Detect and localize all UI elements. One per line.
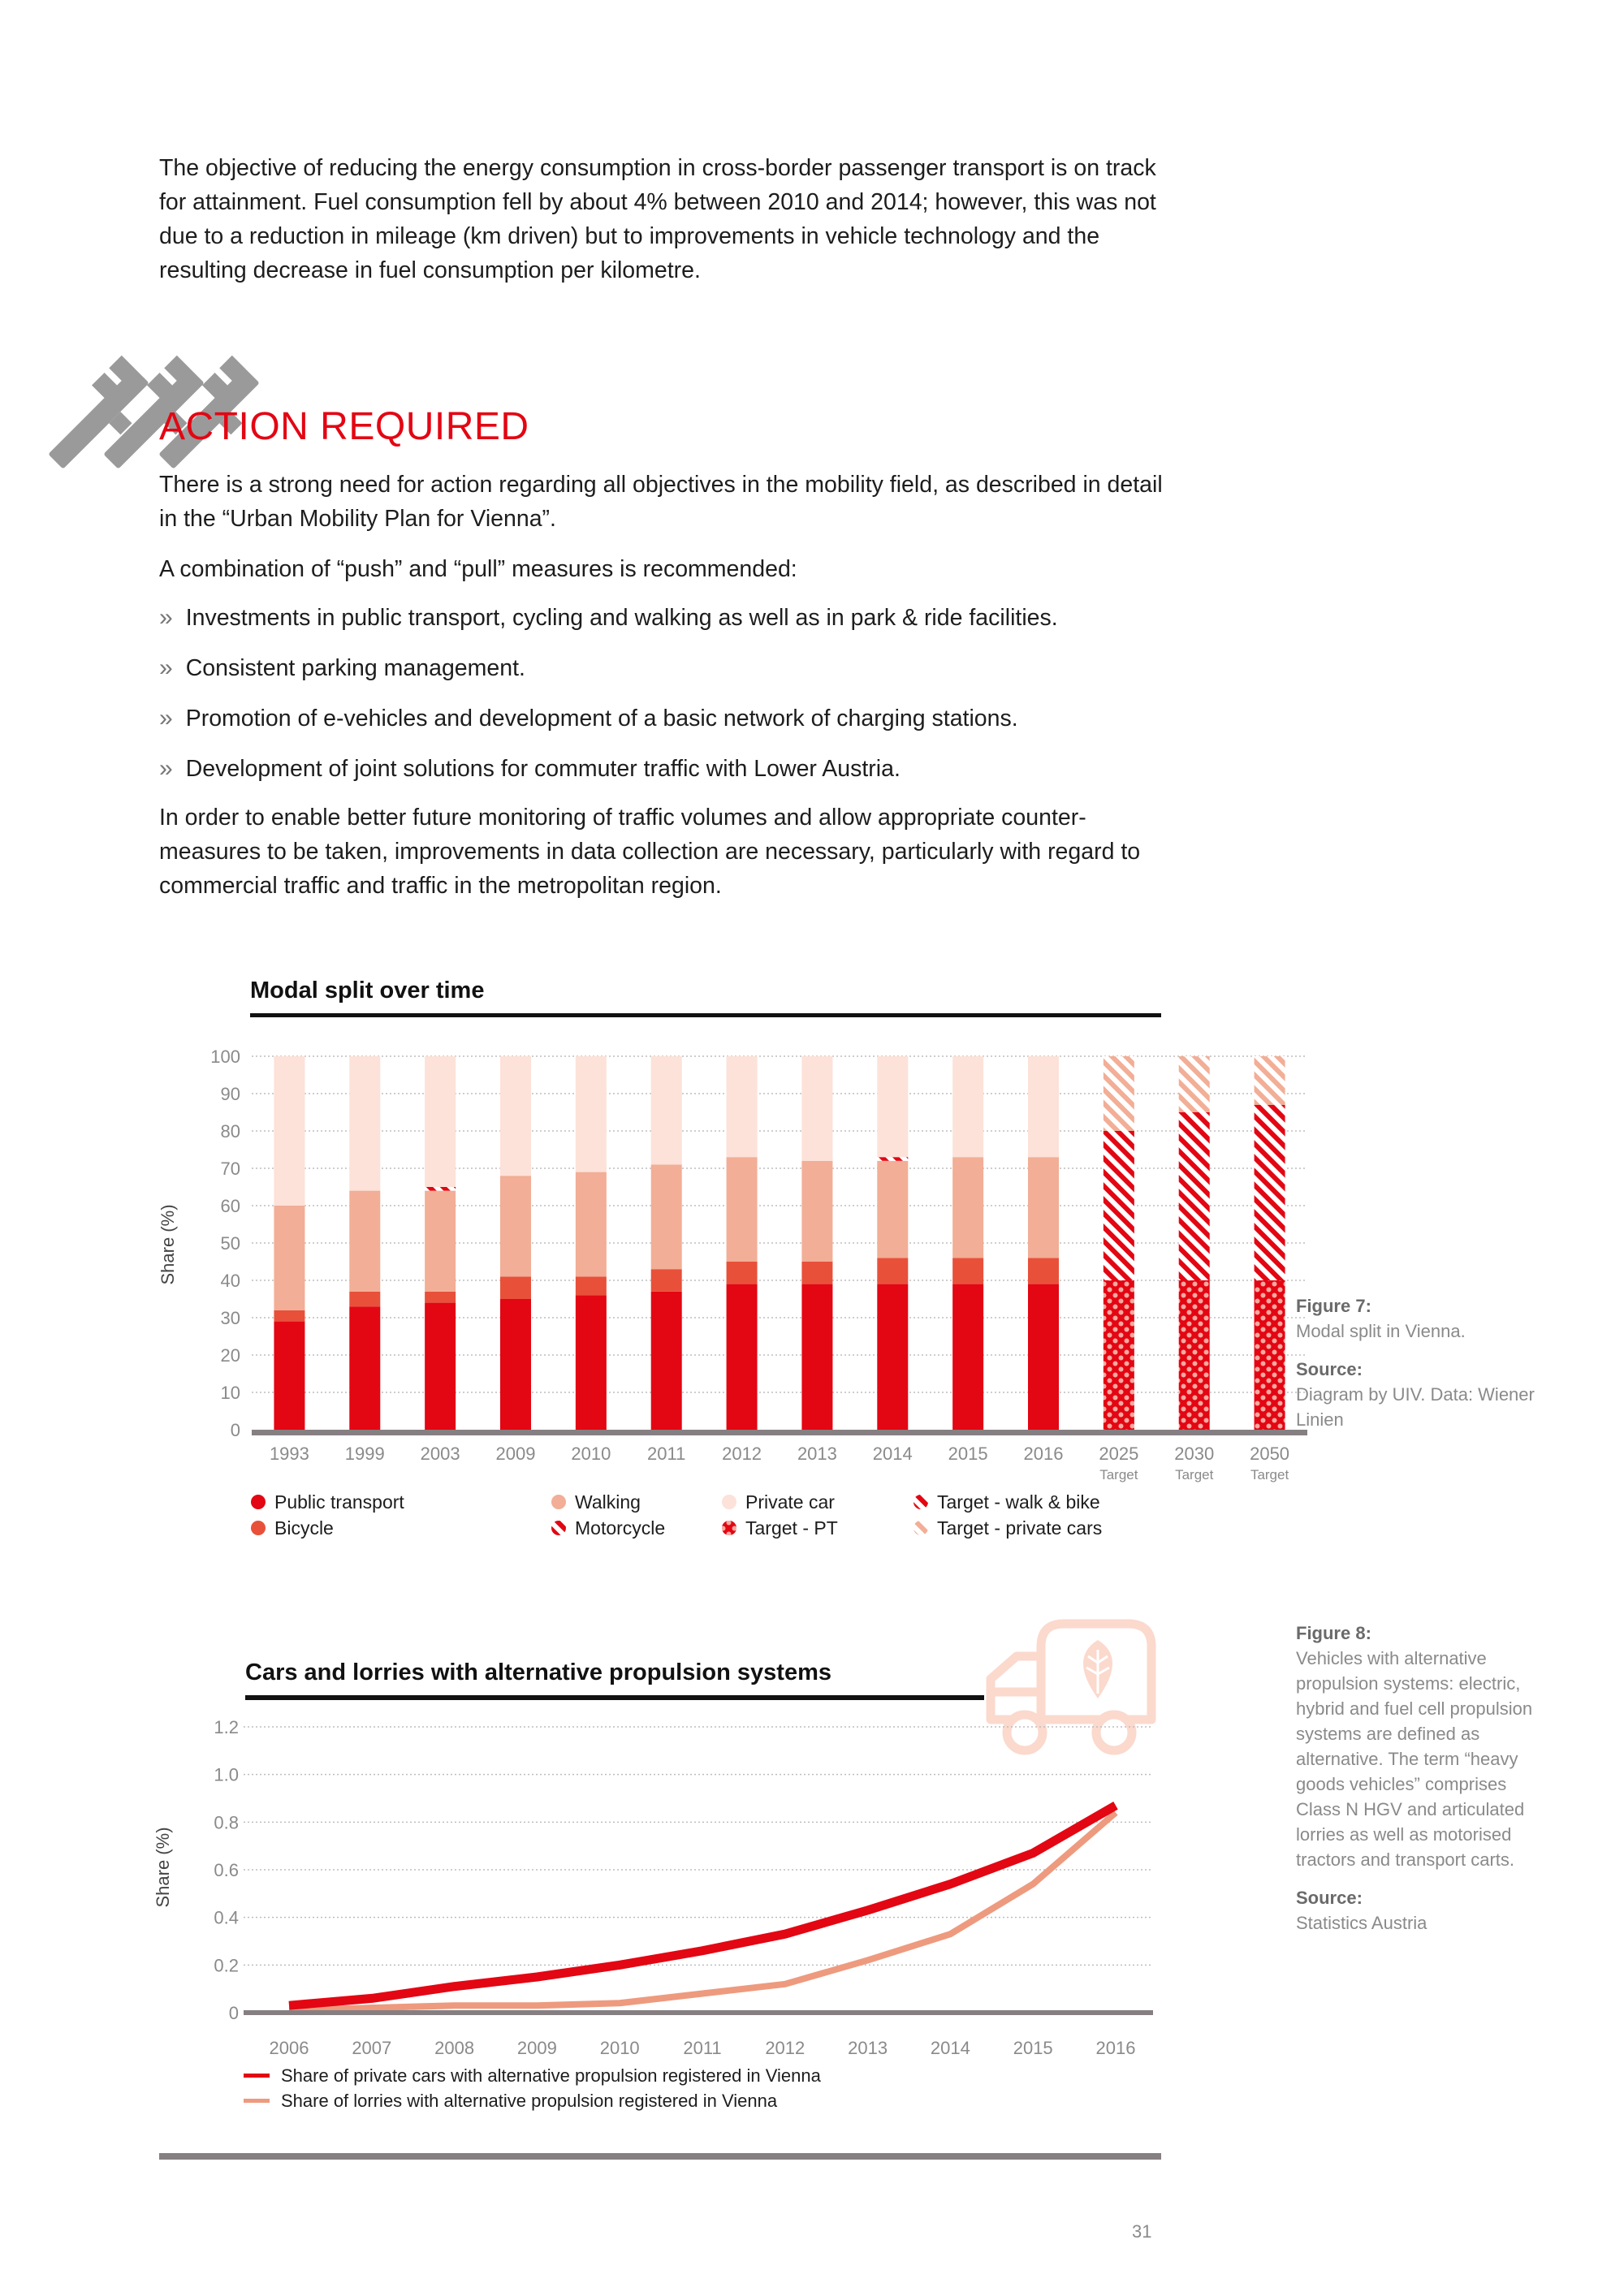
x-tick-label: 2016 — [1023, 1444, 1064, 1464]
bar-segment-public-transport — [425, 1303, 456, 1430]
action-bullet — [159, 651, 525, 685]
figure-7-caption — [1296, 1293, 1540, 1432]
y-tick-label: 50 — [220, 1233, 240, 1254]
y-tick-label: 0 — [228, 2003, 239, 2023]
y-axis-label: Share (%) — [158, 1204, 178, 1285]
y-tick-label: 80 — [220, 1121, 240, 1142]
x-tick-label: 2014 — [872, 1444, 913, 1464]
y-axis-label: Share (%) — [153, 1827, 173, 1908]
bar-segment-public-transport — [801, 1284, 832, 1430]
bar-segment-target-pt — [1255, 1280, 1285, 1430]
x-tick-label: 2006 — [269, 2038, 309, 2058]
bar-segment-bicycle — [349, 1292, 380, 1306]
legend-label: Public transport — [274, 1491, 404, 1513]
y-tick-label: 70 — [220, 1159, 240, 1179]
legend-swatch — [251, 1495, 266, 1509]
legend-label: Target - PT — [745, 1517, 838, 1539]
bar-segment-motorcycle — [877, 1157, 908, 1161]
y-tick-label: 1.2 — [214, 1717, 239, 1737]
bar-segment-target-pt — [1104, 1280, 1134, 1430]
bar-segment-bicycle — [651, 1269, 682, 1292]
bar-segment-walking — [500, 1176, 531, 1276]
x-tick-label: 2009 — [495, 1444, 536, 1464]
x-tick-label: 2014 — [930, 2038, 970, 2058]
legend-label: Walking — [575, 1491, 641, 1513]
x-axis — [252, 1430, 1307, 1435]
bar-segment-bicycle — [1028, 1258, 1059, 1284]
bar-segment-motorcycle — [425, 1187, 456, 1191]
alt-propulsion-chart-title: Cars and lorries with alternative propulsion systems — [245, 1659, 831, 1685]
modal-split-chart-title: Modal split over time — [250, 978, 485, 1003]
y-tick-label: 0.6 — [214, 1860, 239, 1880]
legend-label: Share of lorries with alternative propulsion registered in Vienna — [281, 2091, 778, 2111]
x-tick-label: 2013 — [848, 2038, 888, 2058]
source-text: Statistics Austria — [1296, 1913, 1427, 1933]
x-tick-label: 2012 — [722, 1444, 762, 1464]
legend-swatch — [551, 1495, 566, 1509]
bar-segment-public-transport — [952, 1284, 983, 1430]
x-tick-label: 2025 — [1099, 1444, 1139, 1464]
bar-segment-walking — [952, 1157, 983, 1258]
bar-segment-private-car — [576, 1056, 607, 1172]
bar-segment-private-car — [727, 1056, 758, 1157]
x-tick-label: 2015 — [1013, 2038, 1053, 2058]
x-tick-label: 2011 — [647, 1444, 686, 1464]
bar-segment-target-walk-bike — [1179, 1112, 1210, 1280]
x-tick-label: 2007 — [352, 2038, 392, 2058]
bar-segment-private-car — [651, 1056, 682, 1164]
y-tick-label: 10 — [220, 1383, 240, 1403]
bar-segment-walking — [576, 1172, 607, 1277]
y-tick-label: 60 — [220, 1196, 240, 1216]
bar-segment-private-car — [349, 1056, 380, 1191]
modal-split-chart — [146, 1031, 1364, 1559]
x-tick-label: 1993 — [269, 1444, 309, 1464]
bar-segment-public-transport — [727, 1284, 758, 1430]
page-number: 31 — [1132, 2221, 1152, 2242]
bar-segment-bicycle — [576, 1276, 607, 1295]
figure-label: Figure 8: — [1296, 1623, 1371, 1643]
bar-segment-public-transport — [500, 1299, 531, 1430]
legend-swatch — [244, 2099, 270, 2103]
y-tick-label: 0.8 — [214, 1812, 239, 1833]
bar-segment-walking — [274, 1206, 304, 1310]
source-label: Source: — [1296, 1359, 1363, 1379]
x-tick-label: 2010 — [599, 2038, 640, 2058]
bar-segment-bicycle — [801, 1262, 832, 1284]
bar-segment-target-walk-bike — [1255, 1105, 1285, 1280]
chart-title-rule — [245, 1695, 984, 1700]
bar-segment-walking — [651, 1164, 682, 1269]
legend-swatch — [251, 1521, 266, 1535]
x-tick-sublabel: Target — [1175, 1467, 1214, 1482]
x-tick-label: 2013 — [797, 1444, 837, 1464]
legend-label: Bicycle — [274, 1517, 334, 1539]
bar-segment-public-transport — [349, 1306, 380, 1430]
x-tick-label: 2011 — [683, 2038, 722, 2058]
bar-segment-bicycle — [274, 1310, 304, 1322]
bullet-text: Investments in public transport, cycling and walking as well as in park & ride facilities. — [185, 605, 1058, 631]
bar-segment-target-private-cars — [1255, 1056, 1285, 1105]
bar-segment-public-transport — [877, 1284, 908, 1430]
y-tick-label: 30 — [220, 1308, 240, 1328]
bar-segment-bicycle — [952, 1258, 983, 1284]
x-tick-label: 1999 — [344, 1444, 385, 1464]
x-tick-label: 2009 — [516, 2038, 557, 2058]
action-bullet — [159, 752, 901, 786]
bar-segment-private-car — [877, 1056, 908, 1157]
x-tick-sublabel: Target — [1250, 1467, 1289, 1482]
action-paragraph-1: There is a strong need for action regarding all objectives in the mobility field, as described in detail in the “Urban Mobility Plan for Vienna”. — [159, 472, 1163, 532]
figure-8-caption — [1296, 1621, 1540, 1936]
bar-segment-walking — [1028, 1157, 1059, 1258]
bar-segment-bicycle — [500, 1276, 531, 1299]
action-paragraph-2: A combination of “push” and “pull” measures is recommended: — [159, 556, 797, 582]
bar-segment-walking — [801, 1161, 832, 1262]
alt-propulsion-chart — [146, 1705, 1364, 2160]
y-tick-label: 0 — [230, 1420, 240, 1440]
y-tick-label: 0.2 — [214, 1955, 239, 1976]
bar-segment-public-transport — [576, 1295, 607, 1430]
legend-swatch — [722, 1521, 736, 1535]
x-tick-label: 2012 — [765, 2038, 806, 2058]
source-text: Diagram by UIV. Data: Wiener Linien — [1296, 1384, 1535, 1430]
bullet-text: Promotion of e-vehicles and development of a basic network of charging stations. — [185, 706, 1018, 732]
legend-label: Share of private cars with alternative propulsion registered in Vienna — [281, 2065, 821, 2086]
action-bullet — [159, 601, 1058, 635]
action-bullet — [159, 701, 1018, 736]
y-tick-label: 20 — [220, 1345, 240, 1366]
x-tick-label: 2015 — [948, 1444, 988, 1464]
x-tick-sublabel: Target — [1099, 1467, 1138, 1482]
x-tick-label: 2010 — [571, 1444, 611, 1464]
bar-segment-walking — [727, 1157, 758, 1262]
legend-label: Target - walk & bike — [937, 1491, 1100, 1513]
x-tick-label: 2016 — [1095, 2038, 1136, 2058]
legend-label: Private car — [745, 1491, 835, 1513]
bar-segment-walking — [349, 1191, 380, 1292]
x-tick-label: 2050 — [1250, 1444, 1290, 1464]
bar-segment-private-car — [274, 1056, 304, 1206]
x-tick-label: 2003 — [420, 1444, 460, 1464]
bar-segment-walking — [877, 1161, 908, 1258]
bullet-text: Development of joint solutions for commuter traffic with Lower Austria. — [185, 756, 901, 782]
bullet-mark: » — [159, 755, 173, 782]
figure-caption-text: Vehicles with alternative propulsion systems: electric, hybrid and fuel cell propulsion systems are defined as alternative. The term “heavy goods vehicles” comprises Class N HGV and articulated lorries as well as motorised tractors and transport carts. — [1296, 1648, 1533, 1870]
bar-segment-private-car — [952, 1056, 983, 1157]
bar-segment-private-car — [801, 1056, 832, 1161]
bullet-text: Consistent parking management. — [185, 655, 525, 681]
legend-swatch — [914, 1495, 928, 1509]
source-label: Source: — [1296, 1888, 1363, 1908]
chart-title-rule — [250, 1013, 1161, 1017]
bar-segment-target-walk-bike — [1104, 1131, 1134, 1280]
y-tick-label: 0.4 — [214, 1907, 239, 1928]
action-paragraph-3: In order to enable better future monitoring of traffic volumes and allow appropriate counter-measures to be taken, improvements in data collection are necessary, particularly with regard to commercial traffic and traffic in the metropolitan region. — [159, 805, 1141, 899]
x-tick-label: 2008 — [434, 2038, 475, 2058]
y-tick-label: 40 — [220, 1271, 240, 1291]
bar-segment-public-transport — [1028, 1284, 1059, 1430]
y-tick-label: 90 — [220, 1084, 240, 1104]
action-required-heading: ACTION REQUIRED — [159, 405, 529, 448]
y-tick-label: 1.0 — [214, 1764, 239, 1785]
legend-swatch — [722, 1495, 736, 1509]
x-tick-label: 2030 — [1174, 1444, 1215, 1464]
bar-segment-target-pt — [1179, 1280, 1210, 1430]
legend-swatch — [551, 1521, 566, 1535]
bar-segment-private-car — [425, 1056, 456, 1187]
bar-segment-public-transport — [651, 1292, 682, 1430]
bar-segment-bicycle — [877, 1258, 908, 1284]
legend-swatch — [244, 2074, 270, 2078]
page-bottom-rule — [159, 2153, 1161, 2160]
y-tick-label: 100 — [210, 1047, 240, 1067]
legend-label: Target - private cars — [937, 1517, 1103, 1539]
legend-swatch — [914, 1521, 928, 1535]
intro-paragraph: The objective of reducing the energy consumption in cross-border passenger transport is on track for attainment. Fuel consumption fell by about 4% between 2010 and 2014; however, this was not due to a reduction in mileage (km driven) but to improvements in vehicle technology and the resulting decrease in fuel consumption per kilometre. — [159, 155, 1156, 283]
bullet-mark: » — [159, 705, 173, 732]
figure-label: Figure 7: — [1296, 1296, 1371, 1316]
bullet-mark: » — [159, 604, 173, 631]
bar-segment-private-car — [1028, 1056, 1059, 1157]
bar-segment-target-private-cars — [1104, 1056, 1134, 1131]
bar-segment-bicycle — [727, 1262, 758, 1284]
bullet-mark: » — [159, 654, 173, 681]
x-axis — [244, 2010, 1153, 2015]
series-line-lorries — [289, 1813, 1116, 2010]
bar-segment-private-car — [500, 1056, 531, 1176]
figure-caption-text: Modal split in Vienna. — [1296, 1321, 1466, 1341]
bar-segment-bicycle — [425, 1292, 456, 1303]
bar-segment-public-transport — [274, 1322, 304, 1430]
bar-segment-walking — [425, 1191, 456, 1292]
bar-segment-target-private-cars — [1179, 1056, 1210, 1112]
legend-label: Motorcycle — [575, 1517, 666, 1539]
